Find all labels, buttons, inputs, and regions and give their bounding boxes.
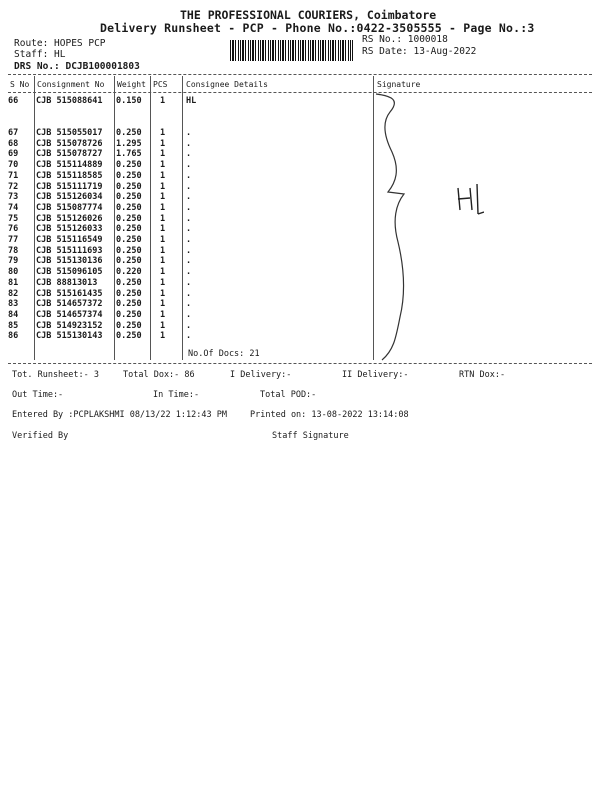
weight: 0.250 bbox=[116, 277, 142, 288]
serial-number: 74 bbox=[8, 202, 19, 213]
rtn-dox: RTN Dox:- bbox=[459, 370, 506, 380]
consignee-details: . bbox=[186, 245, 192, 256]
consignment-number: CJB 515130143 bbox=[36, 331, 103, 342]
consignee-details: . bbox=[186, 299, 192, 310]
consignee-details: . bbox=[186, 202, 192, 213]
consignment-number: CJB 515078726 bbox=[36, 138, 103, 149]
weight: 1.295 bbox=[116, 138, 142, 149]
weight: 0.250 bbox=[116, 170, 142, 181]
company-title: THE PROFESSIONAL COURIERS, Coimbatore bbox=[180, 8, 437, 22]
table-row bbox=[8, 214, 372, 225]
consignment-number: CJB 515078727 bbox=[36, 149, 103, 160]
weight: 0.250 bbox=[116, 181, 142, 192]
divider bbox=[8, 363, 592, 364]
pieces: 1 bbox=[160, 299, 166, 310]
weight: 0.250 bbox=[116, 331, 142, 342]
pieces: 1 bbox=[160, 224, 166, 235]
out-time: Out Time:- bbox=[12, 390, 64, 400]
consignee-details: . bbox=[186, 170, 192, 181]
weight: 0.250 bbox=[116, 288, 142, 299]
table-row bbox=[8, 224, 372, 235]
serial-number: 73 bbox=[8, 192, 19, 203]
table-row bbox=[8, 267, 372, 278]
serial-number: 78 bbox=[8, 245, 19, 256]
serial-number: 80 bbox=[8, 267, 19, 278]
column-header: Consignment No bbox=[37, 80, 105, 89]
serial-number: 79 bbox=[8, 256, 19, 267]
table-row bbox=[8, 289, 372, 300]
docs-count: No.Of Docs: 21 bbox=[188, 349, 260, 359]
pieces: 1 bbox=[160, 331, 166, 342]
rs-number: RS No.: 1000018 bbox=[362, 34, 448, 45]
consignee-details: . bbox=[186, 181, 192, 192]
table-row bbox=[8, 171, 372, 182]
weight: 0.250 bbox=[116, 256, 142, 267]
weight: 0.250 bbox=[116, 192, 142, 203]
consignment-number: CJB 515116549 bbox=[36, 235, 103, 246]
consignee-details: . bbox=[186, 149, 192, 160]
weight: 0.250 bbox=[116, 320, 142, 331]
table-row bbox=[8, 192, 372, 203]
consignment-number: CJB 514657372 bbox=[36, 299, 103, 310]
serial-number: 83 bbox=[8, 299, 19, 310]
consignee-details: . bbox=[186, 256, 192, 267]
consignment-number: CJB 88813013 bbox=[36, 277, 98, 288]
weight: 0.250 bbox=[116, 235, 142, 246]
table-row bbox=[8, 310, 372, 321]
signature-scribble bbox=[374, 92, 484, 366]
serial-number: 86 bbox=[8, 331, 19, 342]
serial-number: 76 bbox=[8, 224, 19, 235]
consignment-number: CJB 515118585 bbox=[36, 170, 103, 181]
divider bbox=[8, 92, 592, 93]
serial-number: 81 bbox=[8, 277, 19, 288]
consignment-table bbox=[8, 96, 372, 342]
table-row bbox=[8, 321, 372, 332]
consignment-number: CJB 515126034 bbox=[36, 192, 103, 203]
consignee-details: . bbox=[186, 309, 192, 320]
table-row bbox=[8, 139, 372, 150]
pieces: 1 bbox=[160, 128, 166, 138]
weight: 0.250 bbox=[116, 299, 142, 310]
weight: 0.150 bbox=[116, 96, 142, 106]
table-row bbox=[8, 246, 372, 257]
column-header: Consignee Details bbox=[186, 80, 268, 89]
table-row bbox=[8, 149, 372, 160]
consignment-number: CJB 515088641 bbox=[36, 96, 103, 106]
staff-signature: Staff Signature bbox=[272, 431, 349, 441]
table-row bbox=[8, 128, 372, 139]
pieces: 1 bbox=[160, 245, 166, 256]
table-row bbox=[8, 256, 372, 267]
consignment-number: CJB 515126026 bbox=[36, 213, 103, 224]
pieces: 1 bbox=[160, 309, 166, 320]
consignment-number: CJB 515111719 bbox=[36, 181, 103, 192]
ii-delivery: II Delivery:- bbox=[342, 370, 409, 380]
serial-number: 71 bbox=[8, 170, 19, 181]
consignee-details: . bbox=[186, 277, 192, 288]
consignee-details: . bbox=[186, 331, 192, 342]
weight: 0.250 bbox=[116, 160, 142, 171]
consignment-number: CJB 515111693 bbox=[36, 245, 103, 256]
weight: 1.765 bbox=[116, 149, 142, 160]
serial-number: 69 bbox=[8, 149, 19, 160]
column-header: Signature bbox=[377, 80, 421, 89]
runsheet-subtitle: Delivery Runsheet - PCP - Phone No.:0422-3505555 - Page No.:3 bbox=[100, 21, 535, 35]
drs-number: DRS No.: DCJB100001803 bbox=[14, 61, 140, 72]
pieces: 1 bbox=[160, 202, 166, 213]
pieces: 1 bbox=[160, 170, 166, 181]
serial-number: 85 bbox=[8, 320, 19, 331]
consignee-details: HL bbox=[186, 96, 197, 106]
pieces: 1 bbox=[160, 192, 166, 203]
pieces: 1 bbox=[160, 320, 166, 331]
consignee-details: . bbox=[186, 224, 192, 235]
serial-number: 67 bbox=[8, 128, 19, 138]
entered-by: Entered By :PCPLAKSHMI 08/13/22 1:12:43 PM bbox=[12, 410, 227, 420]
pieces: 1 bbox=[160, 235, 166, 246]
pieces: 1 bbox=[160, 267, 166, 278]
divider bbox=[8, 74, 592, 75]
table-row bbox=[8, 203, 372, 214]
serial-number: 82 bbox=[8, 288, 19, 299]
serial-number: 70 bbox=[8, 160, 19, 171]
consignment-number: CJB 515114889 bbox=[36, 160, 103, 171]
table-row bbox=[8, 96, 372, 128]
printed-on: Printed on: 13-08-2022 13:14:08 bbox=[250, 410, 409, 420]
weight: 0.220 bbox=[116, 267, 142, 278]
rs-date: RS Date: 13-Aug-2022 bbox=[362, 46, 477, 57]
weight: 0.250 bbox=[116, 309, 142, 320]
total-dox: Total Dox:- 86 bbox=[123, 370, 195, 380]
serial-number: 68 bbox=[8, 138, 19, 149]
consignee-details: . bbox=[186, 128, 192, 138]
weight: 0.250 bbox=[116, 245, 142, 256]
consignee-details: . bbox=[186, 138, 192, 149]
consignee-details: . bbox=[186, 235, 192, 246]
consignment-number: CJB 514923152 bbox=[36, 320, 103, 331]
weight: 0.250 bbox=[116, 202, 142, 213]
column-header: S No bbox=[10, 80, 30, 89]
in-time: In Time:- bbox=[153, 390, 200, 400]
consignment-number: CJB 515126033 bbox=[36, 224, 103, 235]
column-header: Weight bbox=[117, 80, 146, 89]
consignment-number: CJB 515087774 bbox=[36, 202, 103, 213]
weight: 0.250 bbox=[116, 213, 142, 224]
table-row bbox=[8, 299, 372, 310]
table-row bbox=[8, 331, 372, 342]
weight: 0.250 bbox=[116, 128, 142, 138]
route-label: Route: HOPES PCP bbox=[14, 38, 106, 49]
pieces: 1 bbox=[160, 288, 166, 299]
consignee-details: . bbox=[186, 288, 192, 299]
column-header: PCS bbox=[153, 80, 168, 89]
consignee-details: . bbox=[186, 192, 192, 203]
pieces: 1 bbox=[160, 160, 166, 171]
serial-number: 77 bbox=[8, 235, 19, 246]
serial-number: 75 bbox=[8, 213, 19, 224]
barcode bbox=[230, 40, 353, 61]
pieces: 1 bbox=[160, 181, 166, 192]
staff-label: Staff: HL bbox=[14, 49, 66, 60]
consignment-number: CJB 515055017 bbox=[36, 128, 103, 138]
pieces: 1 bbox=[160, 213, 166, 224]
serial-number: 72 bbox=[8, 181, 19, 192]
consignee-details: . bbox=[186, 320, 192, 331]
consignee-details: . bbox=[186, 160, 192, 171]
pieces: 1 bbox=[160, 149, 166, 160]
total-runsheet: Tot. Runsheet:- 3 bbox=[12, 370, 99, 380]
pieces: 1 bbox=[160, 256, 166, 267]
pieces: 1 bbox=[160, 277, 166, 288]
consignment-number: CJB 515130136 bbox=[36, 256, 103, 267]
pieces: 1 bbox=[160, 96, 166, 106]
table-row bbox=[8, 235, 372, 246]
table-row bbox=[8, 160, 372, 171]
pieces: 1 bbox=[160, 138, 166, 149]
weight: 0.250 bbox=[116, 224, 142, 235]
table-row bbox=[8, 182, 372, 193]
total-pod: Total POD:- bbox=[260, 390, 317, 400]
serial-number: 66 bbox=[8, 96, 19, 106]
consignment-number: CJB 515096105 bbox=[36, 267, 103, 278]
consignment-number: CJB 515161435 bbox=[36, 288, 103, 299]
serial-number: 84 bbox=[8, 309, 19, 320]
consignee-details: . bbox=[186, 213, 192, 224]
verified-by: Verified By bbox=[12, 431, 69, 441]
consignee-details: . bbox=[186, 267, 192, 278]
i-delivery: I Delivery:- bbox=[230, 370, 292, 380]
consignment-number: CJB 514657374 bbox=[36, 309, 103, 320]
table-row bbox=[8, 278, 372, 289]
